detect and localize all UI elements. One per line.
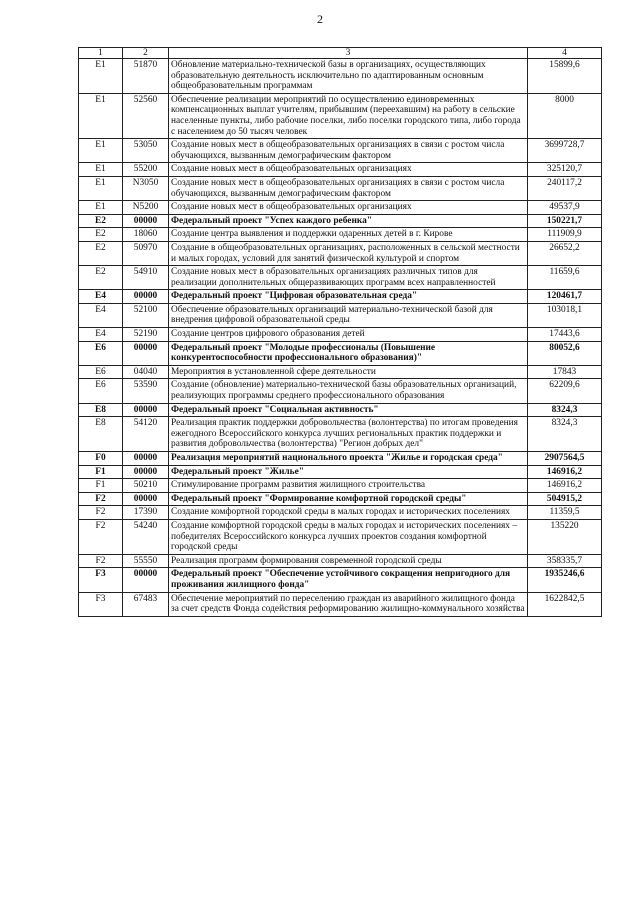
row-description: Создание новых мест в общеобразовательных организациях в связи с ростом числа обучающихся, вызванным демографическим фактором <box>169 176 528 200</box>
row-amount: 135220 <box>528 519 602 554</box>
page-number: 2 <box>317 12 323 26</box>
row-description: Стимулирование программ развития жилищного строительства <box>169 479 528 493</box>
row-amount: 146916,2 <box>528 465 602 479</box>
row-amount: 49537,9 <box>528 201 602 215</box>
table-row <box>79 568 602 592</box>
row-number: 55200 <box>123 163 169 177</box>
row-code: F2 <box>79 554 123 568</box>
row-description: Создание новых мест в общеобразовательных организациях в связи с ростом числа обучающихся, вызванным демографическим фактором <box>169 139 528 163</box>
row-number: 50970 <box>123 241 169 265</box>
row-code: Е1 <box>79 139 123 163</box>
column-header-2: 2 <box>123 48 169 59</box>
row-description: Федеральный проект "Молодые профессионалы (Повышение конкурентоспособности профессионального образования)" <box>169 341 528 365</box>
row-number: 00000 <box>123 568 169 592</box>
row-code: Е2 <box>79 241 123 265</box>
row-code: F2 <box>79 519 123 554</box>
row-number: 67483 <box>123 592 169 616</box>
row-description: Федеральный проект "Жилье" <box>169 465 528 479</box>
row-amount: 3699728,7 <box>528 139 602 163</box>
table-row <box>79 328 602 342</box>
budget-table <box>78 47 602 617</box>
row-number: 00000 <box>123 341 169 365</box>
table-row <box>79 417 602 452</box>
row-amount: 504915,2 <box>528 492 602 506</box>
row-number: 04040 <box>123 365 169 379</box>
row-number: 51870 <box>123 59 169 94</box>
row-code: Е8 <box>79 403 123 417</box>
row-code: Е6 <box>79 365 123 379</box>
table-row <box>79 492 602 506</box>
row-amount: 325120,7 <box>528 163 602 177</box>
row-code: Е1 <box>79 201 123 215</box>
row-number: 52560 <box>123 93 169 138</box>
table-row <box>79 403 602 417</box>
row-amount: 120461,7 <box>528 290 602 304</box>
row-number: 55550 <box>123 554 169 568</box>
row-code: Е8 <box>79 417 123 452</box>
row-number: 17390 <box>123 506 169 520</box>
row-amount: 62209,6 <box>528 379 602 403</box>
row-amount: 146916,2 <box>528 479 602 493</box>
row-number: 00000 <box>123 492 169 506</box>
row-number: 00000 <box>123 214 169 228</box>
table-row <box>79 303 602 327</box>
row-number: 52190 <box>123 328 169 342</box>
row-description: Обеспечение мероприятий по переселению граждан из аварийного жилищного фонда за счет средств Фонда содействия реформированию жилищно-коммунального хозяйства <box>169 592 528 616</box>
table-row <box>79 214 602 228</box>
row-number: 52100 <box>123 303 169 327</box>
row-number: 53050 <box>123 139 169 163</box>
row-number: 53590 <box>123 379 169 403</box>
table-row <box>79 365 602 379</box>
row-code: Е4 <box>79 290 123 304</box>
row-description: Реализация программ формирования современной городской среды <box>169 554 528 568</box>
row-amount: 11659,6 <box>528 266 602 290</box>
row-number: 54240 <box>123 519 169 554</box>
row-description: Обеспечение образовательных организаций материально-технической базой для внедрения цифровой образовательной среды <box>169 303 528 327</box>
row-description: Федеральный проект "Обеспечение устойчивого сокращения непригодного для проживания жилищного фонда" <box>169 568 528 592</box>
row-code: F1 <box>79 465 123 479</box>
row-description: Создание новых мест в общеобразовательных организациях <box>169 201 528 215</box>
row-code: Е6 <box>79 341 123 365</box>
table-row <box>79 479 602 493</box>
row-code: Е2 <box>79 214 123 228</box>
table-row <box>79 465 602 479</box>
row-code: Е4 <box>79 303 123 327</box>
row-description: Федеральный проект "Цифровая образовательная среда" <box>169 290 528 304</box>
row-description: Создание (обновление) материально-технической базы образовательных организаций, реализующих программы среднего профессионального образования <box>169 379 528 403</box>
table-row <box>79 93 602 138</box>
table-row <box>79 266 602 290</box>
row-code: F1 <box>79 479 123 493</box>
row-amount: 80052,6 <box>528 341 602 365</box>
column-header-3: 3 <box>169 48 528 59</box>
table-row <box>79 228 602 242</box>
table-row <box>79 341 602 365</box>
table-row <box>79 519 602 554</box>
row-description: Реализация практик поддержки добровольчества (волонтерства) по итогам проведения ежегодного Всероссийского конкурса лучших региональных практик поддержки и развития добровольчества (волонтерства) "Регион добрых дел" <box>169 417 528 452</box>
table-header-row <box>79 48 602 59</box>
table-row <box>79 290 602 304</box>
row-amount: 26652,2 <box>528 241 602 265</box>
row-number: 54910 <box>123 266 169 290</box>
row-description: Создание центра выявления и поддержки одаренных детей в г. Кирове <box>169 228 528 242</box>
row-number: N3050 <box>123 176 169 200</box>
row-description: Создание комфортной городской среды в малых городах и исторических поселениях – победителях Всероссийского конкурса лучших проектов создания комфортной городской среды <box>169 519 528 554</box>
table-row <box>79 176 602 200</box>
row-number: 00000 <box>123 465 169 479</box>
row-amount: 111909,9 <box>528 228 602 242</box>
table-row <box>79 241 602 265</box>
table-row <box>79 379 602 403</box>
row-amount: 1622842,5 <box>528 592 602 616</box>
table-row <box>79 592 602 616</box>
row-description: Реализация мероприятий национального проекта "Жилье и городская среда" <box>169 452 528 466</box>
row-description: Мероприятия в установленной сфере деятельности <box>169 365 528 379</box>
row-description: Создание центров цифрового образования детей <box>169 328 528 342</box>
row-amount: 11359,5 <box>528 506 602 520</box>
row-code: Е1 <box>79 59 123 94</box>
row-amount: 103018,1 <box>528 303 602 327</box>
row-code: Е6 <box>79 379 123 403</box>
row-code: Е4 <box>79 328 123 342</box>
row-amount: 8000 <box>528 93 602 138</box>
column-header-1: 1 <box>79 48 123 59</box>
row-amount: 17443,6 <box>528 328 602 342</box>
row-code: Е2 <box>79 228 123 242</box>
table-row <box>79 554 602 568</box>
table-body <box>79 59 602 617</box>
row-description: Обеспечение реализации мероприятий по осуществлению единовременных компенсационных выплат учителям, прибывшим (переехавшим) на работу в сельские населенные пункты, либо рабочие поселки, либо поселки городского типа, либо города с населением до 50 тысяч человек <box>169 93 528 138</box>
row-number: 00000 <box>123 403 169 417</box>
row-description: Создание новых мест в образовательных организациях различных типов для реализации дополнительных общеразвивающих программ всех направленностей <box>169 266 528 290</box>
row-amount: 17843 <box>528 365 602 379</box>
row-description: Федеральный проект "Социальная активность" <box>169 403 528 417</box>
row-number: 54120 <box>123 417 169 452</box>
row-number: 00000 <box>123 452 169 466</box>
row-amount: 2907564,5 <box>528 452 602 466</box>
table-row <box>79 139 602 163</box>
table-row <box>79 506 602 520</box>
row-amount: 1935246,6 <box>528 568 602 592</box>
table-row <box>79 163 602 177</box>
row-description: Создание в общеобразовательных организациях, расположенных в сельской местности и малых городах, условий для занятий физической культурой и спортом <box>169 241 528 265</box>
row-code: Е1 <box>79 176 123 200</box>
row-code: Е1 <box>79 163 123 177</box>
row-description: Создание комфортной городской среды в малых городах и исторических поселениях <box>169 506 528 520</box>
row-number: 00000 <box>123 290 169 304</box>
table-row <box>79 452 602 466</box>
row-number: 18060 <box>123 228 169 242</box>
row-code: F0 <box>79 452 123 466</box>
row-amount: 240117,2 <box>528 176 602 200</box>
column-header-4: 4 <box>528 48 602 59</box>
row-description: Федеральный проект "Формирование комфортной городской среды" <box>169 492 528 506</box>
row-code: F3 <box>79 568 123 592</box>
row-description: Создание новых мест в общеобразовательных организациях <box>169 163 528 177</box>
row-number: 50210 <box>123 479 169 493</box>
table-row <box>79 59 602 94</box>
row-code: Е1 <box>79 93 123 138</box>
row-description: Обновление материально-технической базы в организациях, осуществляющих образовательную деятельность исключительно по адаптированным основным общеобразовательным программам <box>169 59 528 94</box>
table-row <box>79 201 602 215</box>
row-code: F2 <box>79 492 123 506</box>
row-code: Е2 <box>79 266 123 290</box>
row-amount: 15899,6 <box>528 59 602 94</box>
row-code: F3 <box>79 592 123 616</box>
row-description: Федеральный проект "Успех каждого ребенка" <box>169 214 528 228</box>
row-amount: 150221,7 <box>528 214 602 228</box>
row-code: F2 <box>79 506 123 520</box>
row-number: N5200 <box>123 201 169 215</box>
row-amount: 8324,3 <box>528 403 602 417</box>
row-amount: 8324,3 <box>528 417 602 452</box>
row-amount: 358335,7 <box>528 554 602 568</box>
